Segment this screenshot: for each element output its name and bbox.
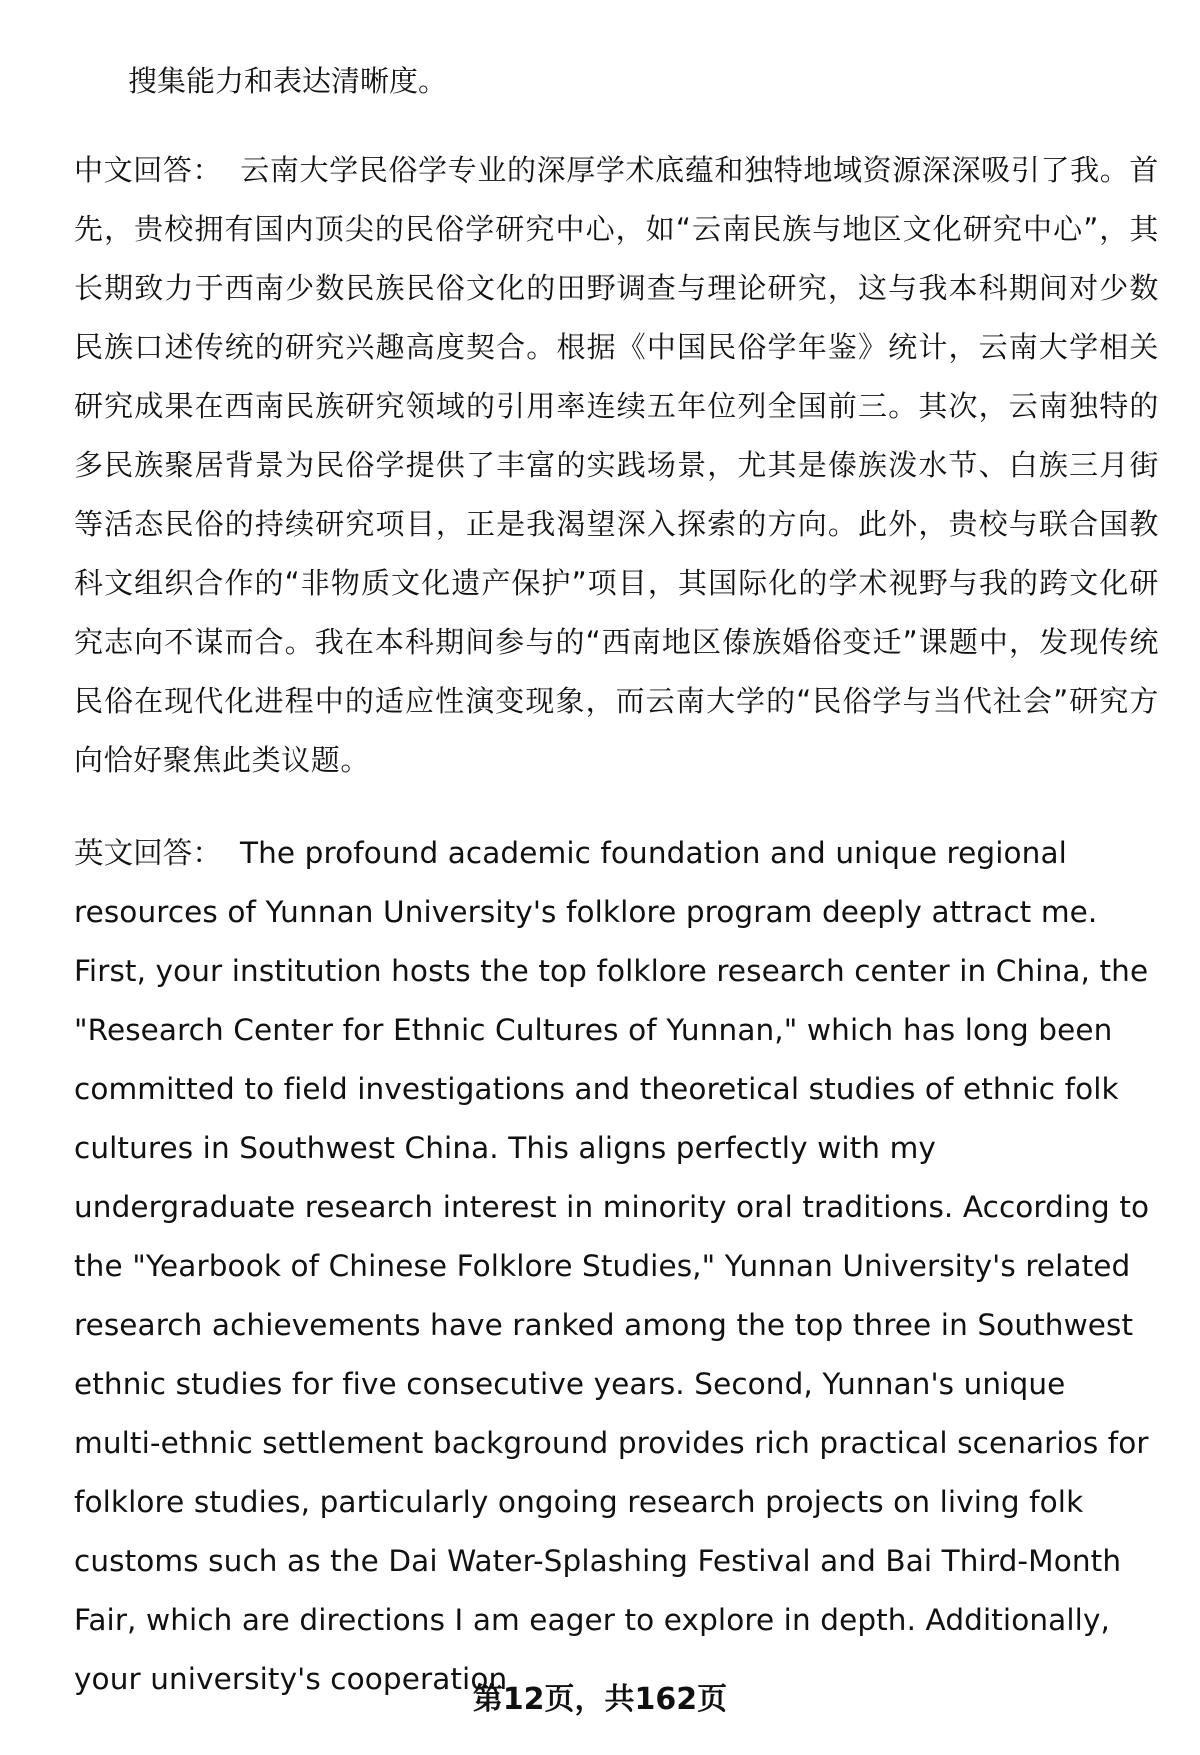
chinese-answer-text: 云南大学民俗学专业的深厚学术底蕴和独特地域资源深深吸引了我。首先，贵校拥有国内顶尖的民俗学研究中心，如“云南民族与地区文化研究中心”，其长期致力于西南少数民族民俗文化的田野调查与理论研究，这与我本科期间对少数民族口述传统的研究兴趣高度契合。根据《中国民俗学年鉴》统计，云南大学相关研究成果在西南民族研究领域的引用率连续五年位列全国前三。其次，云南独特的多民族聚居背景为民俗学提供了丰富的实践场景，尤其是傣族泼水节、白族三月街等活态民俗的持续研究项目，正是我渴望深入探索的方向。此外，贵校与联合国教科文组织合作的“非物质文化遗产保护”项目，其国际化的学术视野与我的跨文化研究志向不谋而合。我在本科期间参与的“西南地区傣族婚俗变迁”课题中，发现传统民俗在现代化进程中的适应性演变现象，而云南大学的“民俗学与当代社会”研究方向恰好聚焦此类议题。 [74, 153, 1159, 777]
chinese-answer-label: 中文回答： [74, 153, 223, 187]
english-answer-label: 英文回答： [74, 836, 223, 870]
page-number-footer: 第12页，共162页 [472, 1682, 728, 1717]
continuation-paragraph: 搜集能力和表达清晰度。 [128, 64, 448, 98]
english-answer-text: The profound academic foundation and unique regional resources of Yunnan University's folklore program deeply attract me. First, your institution hosts the top folklore research center in China, the "Research Center for Ethnic Cultures of Yunnan," which has long been committed to field investigations and theoretical studies of ethnic folk cultures in Southwest China. This aligns perfectly with my undergraduate research interest in minority oral traditions. According to the "Yearbook of Chinese Folklore Studies," Yunnan University's related research achievements have ranked among the top three in Southwest ethnic studies for five consecutive years. Second, Yunnan's unique multi-ethnic settlement background provides rich practical scenarios for folklore studies, particularly ongoing research projects on living folk customs such as the Dai Water-Splashing Festival and Bai Third-Month Fair, which are directions I am eager to explore in depth. Additionally, your university's cooperation [74, 836, 1150, 1696]
chinese-answer-paragraph [74, 141, 1159, 790]
english-answer-paragraph [74, 824, 1159, 1709]
